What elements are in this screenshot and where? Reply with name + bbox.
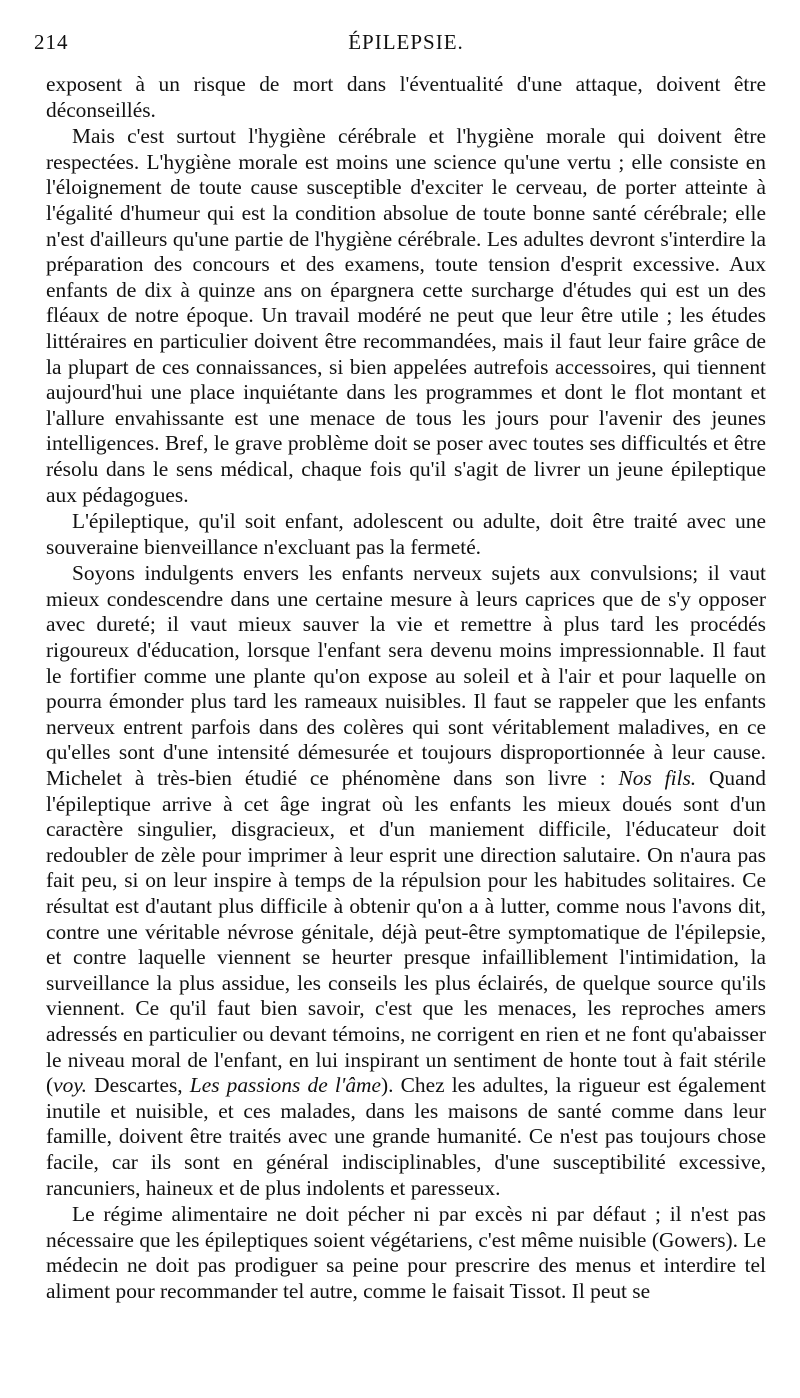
page-body — [46, 72, 766, 1305]
paragraph-bienveillance: L'épileptique, qu'il soit enfant, adolescent ou adulte, doit être traité avec une souveraine bienveillance n'excluant pas la fermeté. — [46, 509, 766, 559]
running-header — [34, 30, 766, 60]
paragraph-text: Quand l'épileptique arrive à cet âge ingrat où les enfants les mieux doués sont d'un caractère singulier, disgracieux, et d'un maniement difficile, l'éducateur doit redoubler de zèle pour imprimer à leur esprit une direction salutaire. On n'aura pas fait peu, si on leur inspire à temps de la répulsion pour les habitudes solitaires. Ce résultat est d'autant plus difficile à obtenir qu'on a à lutter, comme nous l'avons dit, contre une véritable névrose génitale, déjà peut-être symptomatique de l'épilepsie, et contre laquelle viennent se heurter presque infailliblement l'intimidation, la surveillance la plus assidue, les conseils les plus éclairés, de quelque source qu'ils viennent. Ce qu'il faut bien savoir, c'est que les menaces, les reproches amers adressés en particulier ou devant témoins, ne corrigent en rien et ne font qu'abaisser le niveau moral de l'enfant, en lui inspirant un sentiment de honte tout à fait stérile ( — [46, 766, 766, 1098]
reference-italic: voy. — [53, 1073, 87, 1098]
paragraph-hygiene: Mais c'est surtout l'hygiène cérébrale et l'hygiène morale qui doivent être respectées. L'hygiène morale est moins une science qu'une vertu ; elle consiste en l'éloignement de toute cause susceptible d'exciter le cerveau, de porter atteinte à l'égalité d'humeur qui est la condition absolue de toute bonne santé cérébrale; elle n'est d'ailleurs qu'une partie de l'hygiène cérébrale. Les adultes devront s'interdire la préparation des concours et des examens, toute tension d'esprit excessive. Aux enfants de dix à quinze ans on épargnera cette surcharge d'études qui est un des fléaux de notre époque. Un travail modéré ne peut que leur être utile ; les études littéraires en particulier doivent être recommandées, mais il faut leur faire grâce de la plupart de ces connaissances, si bien appelées autrefois accessoires, qui tiennent aujourd'hui une place inquiétante dans les programmes et dont le flot montant et l'allure envahissante est une menace de tous les jours pour l'avenir des jeunes intelligences. Bref, le grave problème doit se poser avec toutes ses difficultés et être résolu dans le sens médical, chaque fois qu'il s'agit de livrer un jeune épileptique aux pédagogues. — [46, 124, 766, 507]
paragraph-text: ). Chez les adultes, la rigueur est également inutile et nuisible, et ces malades, dans les maisons de santé comme dans leur famille, doivent être traités avec une grande humanité. Ce n'est pas toujours chose facile, car ils sont en général indisciplinables, d'une susceptibilité excessive, rancuniers, haineux et de plus indolents et paresseux. — [46, 1073, 766, 1200]
page-number: 214 — [34, 30, 69, 54]
paragraph-indulgence — [46, 561, 766, 1201]
paragraph-text: Descartes, — [94, 1073, 183, 1098]
paragraph-text: Soyons indulgents envers les enfants nerveux sujets aux convulsions; il vaut mieux condescendre dans une certaine mesure à leurs caprices que de s'y opposer avec dureté; il vaut mieux sauver la vie et remettre à plus tard les procédés rigoureux d'éducation, lorsque l'enfant sera devenu moins impressionnable. Il faut le fortifier comme une plante qu'on expose au soleil et à l'air et pour laquelle on pourra émonder plus tard les rameaux nuisibles. Il faut se rappeler que les enfants nerveux entrent parfois dans des colères qui sont véritablement maladives, en ce qu'elles sont d'une intensité démesurée et toujours disproportionnée à leur cause. Michelet à très-bien étudié ce phénomène dans son livre : — [46, 561, 766, 791]
book-title-italic: Les passions de l'âme — [189, 1073, 381, 1098]
paragraph-continuation: exposent à un risque de mort dans l'éventualité d'une attaque, doivent être déconseillés. — [46, 72, 766, 122]
running-title: ÉPILEPSIE. — [348, 30, 464, 54]
book-title-italic: Nos fils. — [618, 766, 697, 791]
paragraph-regime: Le régime alimentaire ne doit pécher ni par excès ni par défaut ; il n'est pas nécessaire que les épileptiques soient végétariens, c'est même nuisible (Gowers). Le médecin ne doit pas prodiguer sa peine pour prescrire des menus et interdire tel aliment pour recommander tel autre, comme le faisait Tissot. Il peut se — [46, 1202, 766, 1303]
